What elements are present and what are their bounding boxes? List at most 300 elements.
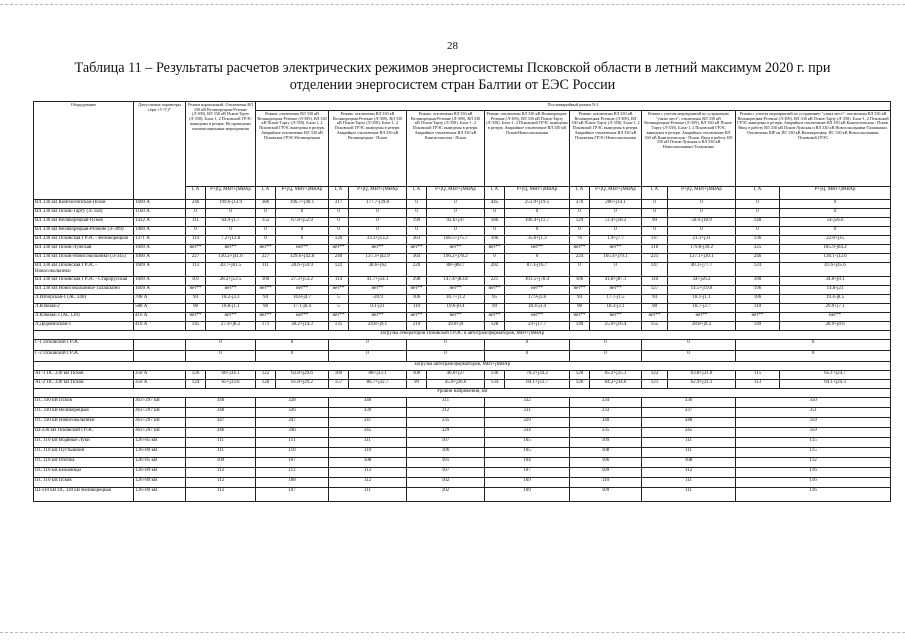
value-cell: нет** <box>329 313 349 322</box>
subheader-power: P+jQ, МВт+jМВАр <box>206 187 256 200</box>
value-cell: 0 <box>186 209 206 218</box>
value-cell: нет** <box>186 286 206 295</box>
equipment-name: ПС 110 кВ Пустышкин <box>34 448 134 458</box>
value-cell: нет** <box>570 286 590 295</box>
value-cell: нет** <box>256 245 276 254</box>
value-cell: 347 <box>256 418 329 428</box>
value-cell: 62.9+j31.3 <box>668 380 736 389</box>
value-cell: 221 <box>642 254 668 263</box>
value-cell: 152 <box>256 218 276 227</box>
value-cell: 105 <box>485 438 570 448</box>
value-cell: 130.2+j41.6 <box>206 254 256 263</box>
value-cell: нет** <box>256 286 276 295</box>
value-cell: 386 <box>256 200 276 209</box>
equipment-name: ВЛ 330 кВ Великорецкая-Резекне (Л-309) <box>34 227 134 236</box>
value-cell: 114 <box>329 277 349 286</box>
value-cell: 41.7+j54.1 <box>349 277 407 286</box>
value-cell: 94 <box>570 295 590 304</box>
value-cell: 98 <box>186 304 206 313</box>
value-cell: 335 <box>570 428 642 438</box>
value-cell: нет** <box>407 245 427 254</box>
subheader-power: P+jQ, МВт+jМВАр <box>349 187 407 200</box>
header-mode-3: Режим: отключены ВЛ 330 кВ Великорецкая-Резекне (Л-309), ВЛ 330 кВ Псков-Тарту (Л-358). Блок-1, 2 Псковской ГРЭС выведены в резерв. Аварийное отключение ВЛ 330 кВ Кингисеппская - Псков <box>407 111 485 187</box>
value-cell: 16.8-j4.7 <box>276 295 329 304</box>
value-cell: 100 <box>736 277 780 286</box>
value-cell: 30.7+j61.5 <box>206 263 256 277</box>
value-cell: 0 <box>485 227 505 236</box>
value-cell: 112 <box>186 478 256 488</box>
value-cell: 337 <box>642 408 736 418</box>
value-cell: 101.5+j78.4 <box>505 277 570 286</box>
value-cell: 185.9-j64.2 <box>780 245 891 254</box>
value-cell: 104 <box>485 458 570 468</box>
allowed-value <box>134 340 186 351</box>
value-cell: 17.7-j1.5 <box>590 295 642 304</box>
value-cell: 312 <box>407 408 485 418</box>
value-cell: 0 <box>736 200 780 209</box>
value-cell: нет** <box>206 245 256 254</box>
allowed-value: 1432 А <box>134 218 186 227</box>
equipment-name: ВЛ 330 кВ Кингисеппская-Псков <box>34 200 134 209</box>
value-cell: 94 <box>642 295 668 304</box>
table-row <box>34 254 891 263</box>
table-row <box>34 277 891 286</box>
value-cell: 86.7+j32.7 <box>349 380 407 389</box>
value-cell: 340 <box>186 398 256 408</box>
allowed-value: 416 А <box>134 313 186 322</box>
value-cell: 111 <box>642 438 736 448</box>
value-cell: нет** <box>206 313 256 322</box>
value-cell: 124 <box>186 380 206 389</box>
value-cell: 0 <box>256 227 276 236</box>
value-cell: 19.6-j0.4 <box>427 304 485 313</box>
value-cell: 100 <box>256 277 276 286</box>
equipment-name: ПС 330 кВ Великорецкая <box>34 408 134 418</box>
value-cell: 298 <box>407 277 427 286</box>
value-cell: 310 <box>642 245 668 254</box>
table-row <box>34 236 891 245</box>
value-cell: нет** <box>276 313 329 322</box>
subheader-current: I, A <box>186 187 206 200</box>
value-cell: 134 <box>485 380 505 389</box>
value-cell: 0 <box>736 340 891 351</box>
value-cell: нет** <box>736 313 780 322</box>
value-cell: 331 <box>485 408 570 418</box>
value-cell: 0 <box>256 236 276 245</box>
value-cell: нет** <box>590 286 642 295</box>
value-cell: 112 <box>186 488 256 502</box>
table-row <box>34 263 891 277</box>
value-cell: 0 <box>642 351 736 362</box>
value-cell: 24.8+j9.1 <box>349 322 407 331</box>
value-cell: нет** <box>668 313 736 322</box>
value-cell: 88+j88.7 <box>427 263 485 277</box>
allowed-value: 1609 А <box>134 200 186 209</box>
value-cell: 127.1+j30.1 <box>668 254 736 263</box>
value-cell: 0 <box>186 227 206 236</box>
value-cell: 0 <box>736 209 780 218</box>
value-cell: 110 <box>736 304 780 313</box>
header-mode-1: Режим: отключены ВЛ 330 кВ Великорецкая-Резекне (Л-309), ВЛ 330 кВ Псков-Тарту (Л-358). Блок-1, 2 Псковской ГРЭС выведены в резерв. Аварийное отключение ВЛ 330 кВ Псковская ГРЭС-Великорецкая <box>256 111 329 187</box>
value-cell: 0 <box>186 351 256 362</box>
value-cell: 0 <box>349 209 407 218</box>
table-row <box>34 438 891 448</box>
value-cell: 0 <box>329 351 407 362</box>
value-cell: 109 <box>485 488 570 502</box>
value-cell: 70.2+j34.2 <box>505 371 570 380</box>
equipment-name: ВЛ 330 кВ Великорецкая-Псков <box>34 218 134 227</box>
table-row <box>34 209 891 218</box>
equipment-name: ПС 110 кВ Псков <box>34 478 134 488</box>
value-cell: 140 <box>736 218 780 227</box>
value-cell: 0 <box>505 254 570 263</box>
value-cell: 107 <box>407 438 485 448</box>
value-cell: 0 <box>329 218 349 227</box>
allowed-value: 708 А <box>134 295 186 304</box>
value-cell: 40.3+j77.7 <box>668 263 736 277</box>
value-cell: 23+j17.7 <box>505 322 570 331</box>
value-cell: 334 <box>485 428 570 438</box>
value-cell: нет** <box>349 245 407 254</box>
value-cell: 41.8+j87.1 <box>590 277 642 286</box>
value-cell: 140 <box>570 322 590 331</box>
value-cell: 166.5+j75.7 <box>427 236 485 245</box>
allowed-value: 1609 А <box>134 277 186 286</box>
value-cell: 106 <box>407 295 427 304</box>
value-cell: 116 <box>736 468 891 478</box>
value-cell: 363 <box>407 236 427 245</box>
value-cell: 111 <box>642 448 736 458</box>
allowed-value: 1160 А <box>134 209 186 218</box>
value-cell: 18.3-j3.1 <box>590 304 642 313</box>
value-cell: 147 <box>642 263 668 277</box>
value-cell: нет** <box>485 313 505 322</box>
value-cell: 111 <box>642 488 736 502</box>
value-cell: 105 <box>485 448 570 458</box>
subheader-power: P+jQ, МВт+jМВАр <box>780 187 891 200</box>
value-cell: 199.6-j13.9 <box>206 200 256 209</box>
value-cell: 63.8+j31.8 <box>668 371 736 380</box>
value-cell: 113 <box>736 380 780 389</box>
value-cell: 94 <box>256 295 276 304</box>
value-cell: 128 <box>485 322 505 331</box>
header-normal-mode: Режим нормальный. Отключены ВЛ 330 кВ Великорецкая-Резекне (Л-309), ВЛ 330 кВ Псков-Тарту (Л-358). Блок-1, 2 Псковской ГРЭС выведены в резерв. Не проведены компенсационные мероприятия <box>186 102 256 187</box>
value-cell: 196.7+j40.1 <box>276 200 329 209</box>
allowed-value: 1000 А <box>134 254 186 263</box>
value-cell: 171 <box>256 322 276 331</box>
value-cell: 115 <box>736 448 891 458</box>
value-cell: 0 <box>668 200 736 209</box>
value-cell: 120 <box>256 380 276 389</box>
table-row <box>34 351 891 362</box>
value-cell: 17.1-j6.4 <box>276 304 329 313</box>
table-row <box>34 304 891 313</box>
allowed-value: 363÷297 кВ <box>134 398 186 408</box>
value-cell: 109 <box>570 438 642 448</box>
value-cell: 72.4+j18.2 <box>590 218 642 227</box>
table-row <box>34 371 891 380</box>
value-cell: 18.7-j2.7 <box>668 304 736 313</box>
value-cell: нет** <box>407 286 427 295</box>
value-cell: 110 <box>329 448 407 458</box>
equipment-name: АТ-1 ПС 330 кВ Псков <box>34 371 134 380</box>
section-title: Уровни напряжения, кВ <box>34 389 891 398</box>
value-cell: 136 <box>485 371 505 380</box>
value-cell: 98 <box>642 304 668 313</box>
value-cell: 95 <box>485 295 505 304</box>
value-cell: 0 <box>206 209 256 218</box>
value-cell: 202 <box>485 263 505 277</box>
value-cell: 18.8-j1.1 <box>206 304 256 313</box>
value-cell: нет** <box>505 245 570 254</box>
value-cell: 106 <box>485 236 505 245</box>
value-cell: 0 <box>256 209 276 218</box>
value-cell: 219 <box>407 322 427 331</box>
header-mode-6: Режим с учетом мероприятий по устранению "узких мест": отключены ВЛ 330 кВ Великорецкая-Резекне (Л-309), ВЛ 330 кВ Псков-Тарту (Л-358). Блок-1, 2 Псковской ГРЭС выведены в резерв. Аварийное отключение ВЛ 330 кВ Кингисеппская - Псков. Ввод в работу ВЛ 330 кВ Псков-Лужская и ВЛ 330 кВ Новосокольники-Талашкино <box>642 111 736 187</box>
equipment-name: ПС 330 кВ Новосокольники <box>34 418 134 428</box>
value-cell: 0 <box>505 227 570 236</box>
value-cell: 113 <box>186 263 206 277</box>
value-cell: 108 <box>329 458 407 468</box>
value-cell: нет** <box>186 245 206 254</box>
allowed-value: 588 А <box>134 304 186 313</box>
value-cell: 14.8-j21 <box>780 286 891 295</box>
equipment-name: Л.Изборская-1 (АС 240) <box>34 295 134 304</box>
value-cell: 127 <box>642 286 668 295</box>
section-generators <box>34 331 891 340</box>
equipment-name: Л.Дедовичская-1 <box>34 322 134 331</box>
value-cell: 145 <box>186 322 206 331</box>
value-cell: 35.6+j1.3 <box>505 236 570 245</box>
value-cell: 110 <box>642 277 668 286</box>
value-cell: 0 <box>329 227 349 236</box>
subheader-current: I, A <box>485 187 505 200</box>
value-cell: 110 <box>256 448 329 458</box>
value-cell: 339 <box>329 408 407 418</box>
value-cell: 88+j33.1 <box>349 371 407 380</box>
equipment-name: ВЛ 330 кВ Псковская ГРЭС - Новосокольники <box>34 263 134 277</box>
value-cell: 112 <box>642 468 736 478</box>
equipment-name: Л.Южная-3 (АС 120) <box>34 313 134 322</box>
value-cell: нет** <box>427 245 485 254</box>
equipment-name: ВЛ 330 кВ Псков-Тарту (Л-358) <box>34 209 134 218</box>
value-cell: 107 <box>256 488 329 502</box>
value-cell: 0 <box>407 200 427 209</box>
value-cell: нет** <box>505 313 570 322</box>
value-cell: 0 <box>642 340 736 351</box>
allowed-value: 350 А <box>134 371 186 380</box>
value-cell: 22.8+j35 <box>780 236 891 245</box>
value-cell: 111 <box>256 438 329 448</box>
value-cell: 359 <box>736 418 891 428</box>
value-cell: 122 <box>256 371 276 380</box>
value-cell: 112 <box>329 468 407 478</box>
value-cell: нет** <box>505 286 570 295</box>
value-cell: 351 <box>736 408 891 418</box>
subheader-current: I, A <box>329 187 349 200</box>
table-row <box>34 322 891 331</box>
value-cell: 27.4+j8.2 <box>206 322 256 331</box>
equipment-name: Ш-330 кВ Псковской ГРЭС <box>34 428 134 438</box>
header-mode-7: Режим с учетом мероприятий по устранению "узких мест": отключены ВЛ 330 кВ Великорецкая-Резекне (Л-309), ВЛ 330 кВ Псков-Тарту (Л-358). Блок-1, 2 Псковской ГРЭС выведены в резерв. Аварийное отключение ВЛ 330 кВ Кингисеппская - Псков. Ввод в работу ВЛ 330 кВ Псков-Лужская и ВЛ 330 кВ Новосокольники-Талашкино. Отключены ШР на ПС 330 кВ Великорецкая, ПС 330 кВ Новосокольники, Псковской ГРЭС <box>736 111 891 187</box>
value-cell: 18.7+j1.2 <box>427 295 485 304</box>
value-cell: 64.2+j34.6 <box>590 380 642 389</box>
value-cell: 0 <box>642 227 668 236</box>
page-number: 28 <box>447 40 458 52</box>
value-cell: 30.2+j14.3 <box>276 322 329 331</box>
allowed-value: 126÷89 кВ <box>134 478 186 488</box>
allowed-value <box>134 351 186 362</box>
section-voltages <box>34 389 891 398</box>
value-cell: 155 <box>642 322 668 331</box>
value-cell: 0 <box>276 227 329 236</box>
value-cell: нет** <box>276 286 329 295</box>
table-title-line-2: отделении энергосистем стран Балтии от ЕЭС России <box>289 77 616 93</box>
value-cell: 62.8+j29.6 <box>276 371 329 380</box>
value-cell: 50.6-j18.9 <box>668 218 736 227</box>
value-cell: 99 <box>407 380 427 389</box>
value-cell: 7.2+j12.8 <box>206 236 256 245</box>
value-cell: 126 <box>186 371 206 380</box>
table-row <box>34 286 891 295</box>
value-cell: 107 <box>485 468 570 478</box>
value-cell: 0 <box>590 227 642 236</box>
value-cell: 116 <box>736 488 891 502</box>
table-row <box>34 227 891 236</box>
value-cell: 0 <box>427 200 485 209</box>
value-cell: нет** <box>590 245 642 254</box>
value-cell: 227 <box>256 254 276 263</box>
value-cell: 196.2+j78.2 <box>427 254 485 263</box>
value-cell: 0 <box>186 340 256 351</box>
subheader-power: P+jQ, МВт+jМВАр <box>590 187 642 200</box>
value-cell: 0 <box>570 340 642 351</box>
value-cell: нет** <box>349 286 407 295</box>
value-cell: 106 <box>570 277 590 286</box>
value-cell: 34+j56.2 <box>668 277 736 286</box>
value-cell: 65.2+j35.1 <box>590 371 642 380</box>
value-cell: нет** <box>427 313 485 322</box>
page-bottom-border <box>0 632 905 633</box>
value-cell: 5 <box>329 304 349 313</box>
value-cell: 329 <box>485 418 570 428</box>
value-cell: 329 <box>407 428 485 438</box>
value-cell: -20.9 <box>349 295 407 304</box>
table-title-line-1: Таблица 11 – Результаты расчетов электрических режимов энергосистемы Псковской области в летний максимум 2020 г. при <box>74 60 831 76</box>
value-cell: нет** <box>570 313 590 322</box>
value-cell: 1.9+j7.7 <box>590 236 642 245</box>
value-cell: 350 <box>736 398 891 408</box>
value-cell: 0 <box>780 200 891 209</box>
value-cell: 340 <box>186 408 256 418</box>
equipment-name: Г-1 Псковской ГРЭС <box>34 340 134 351</box>
equipment-name: АТ-2 ПС 330 кВ Псков <box>34 380 134 389</box>
value-cell: 109 <box>570 468 642 478</box>
value-cell: 345 <box>329 428 407 438</box>
equipment-name: ПС 330 кВ Псков <box>34 398 134 408</box>
table-header-row-1 <box>34 102 891 111</box>
value-cell: 336 <box>642 398 736 408</box>
value-cell: 346 <box>256 428 329 438</box>
value-cell: 340 <box>329 398 407 408</box>
value-cell: 111 <box>329 488 407 502</box>
value-cell: 332 <box>485 398 570 408</box>
value-cell: 110 <box>570 478 642 488</box>
value-cell: 135 <box>329 322 349 331</box>
value-cell: нет** <box>329 245 349 254</box>
value-cell: 196 <box>736 286 780 295</box>
section-title: Загрузка генераторов Псковской ГРЭС и автотрансформаторов, МВт+jМВАр <box>34 331 891 340</box>
allowed-value: 1609 А <box>134 286 186 295</box>
value-cell: 20.9+j7.1 <box>780 304 891 313</box>
value-cell: 67.8+j52.9 <box>276 218 329 227</box>
value-cell: 102 <box>407 488 485 502</box>
value-cell: 92.6+j47 <box>427 218 485 227</box>
value-cell: нет** <box>780 313 891 322</box>
value-cell: 0 <box>256 351 329 362</box>
value-cell: 99 <box>642 218 668 227</box>
table-row <box>34 488 891 502</box>
value-cell: 0 <box>349 227 407 236</box>
equipment-name: Г-2 Псковской ГРЭС <box>34 351 134 362</box>
value-cell: 112 <box>256 468 329 478</box>
value-cell: 111 <box>186 438 256 448</box>
value-cell: 100 <box>407 371 427 380</box>
value-cell: нет** <box>485 245 505 254</box>
header-mode-2: Режим: отключены ВЛ 330 кВ Великорецкая-Резекне (Л-309), ВЛ 330 кВ Псков-Тарту (Л-358). Блок-1, 2 Псковской ГРЭС выведены в резерв. Аварийное отключение ВЛ 330 кВ Великорецкая - Псков <box>329 111 407 187</box>
value-cell: 112 <box>736 458 891 468</box>
value-cell: 87.3-j16.7 <box>505 263 570 277</box>
value-cell: 0 <box>736 351 891 362</box>
value-cell: 106.4+j11.7 <box>505 218 570 227</box>
header-post-emergency: Послеаварийный режим N-1 <box>256 102 891 111</box>
value-cell: нет** <box>276 245 329 254</box>
value-cell: 34.6+j0.1 <box>780 277 891 286</box>
value-cell: 347 <box>329 418 407 428</box>
value-cell: 0 <box>206 227 256 236</box>
subheader-current: I, A <box>642 187 668 200</box>
section-title: Загрузка автотрансформаторов, МВт+jМВАр <box>34 362 891 371</box>
value-cell: 110 <box>407 304 427 313</box>
subheader-power: P+jQ, МВт+jМВАр <box>276 187 329 200</box>
value-cell: 186 <box>485 218 505 227</box>
value-cell: 0 <box>780 227 891 236</box>
value-cell: 129.6+j42.8 <box>276 254 329 263</box>
value-cell: 179.8-j39.2 <box>668 245 736 254</box>
value-cell: 124 <box>736 263 780 277</box>
allowed-value: 363÷297 кВ <box>134 418 186 428</box>
value-cell: 5 <box>329 295 349 304</box>
table-row <box>34 408 891 418</box>
value-cell: 54-j56.6 <box>780 218 891 227</box>
value-cell: 101 <box>407 458 485 468</box>
header-mode-4: Режим: отключены ВЛ 330 кВ Великорецкая-Резекне (Л-309), ВЛ 330 кВ Псков-Тарту (Л-358). Блок-1, 2 Псковской ГРЭС выведены в резерв. Аварийное отключение ВЛ 330 кВ Псков-Новосокольники <box>485 111 570 187</box>
value-cell: 317 <box>329 200 349 209</box>
value-cell: нет** <box>570 245 590 254</box>
value-cell: 116 <box>736 478 891 488</box>
value-cell: 364 <box>407 254 427 263</box>
value-cell: 0 <box>349 218 407 227</box>
value-cell: 136 <box>736 236 780 245</box>
value-cell: 111 <box>329 438 407 448</box>
allowed-value: 126÷89 кВ <box>134 448 186 458</box>
subheader-power: P+jQ, МВт+jМВАр <box>668 187 736 200</box>
value-cell: 0 <box>276 209 329 218</box>
value-cell: 227 <box>186 254 206 263</box>
table-row <box>34 468 891 478</box>
value-cell: 0 <box>256 340 329 351</box>
value-cell: 240 <box>329 254 349 263</box>
